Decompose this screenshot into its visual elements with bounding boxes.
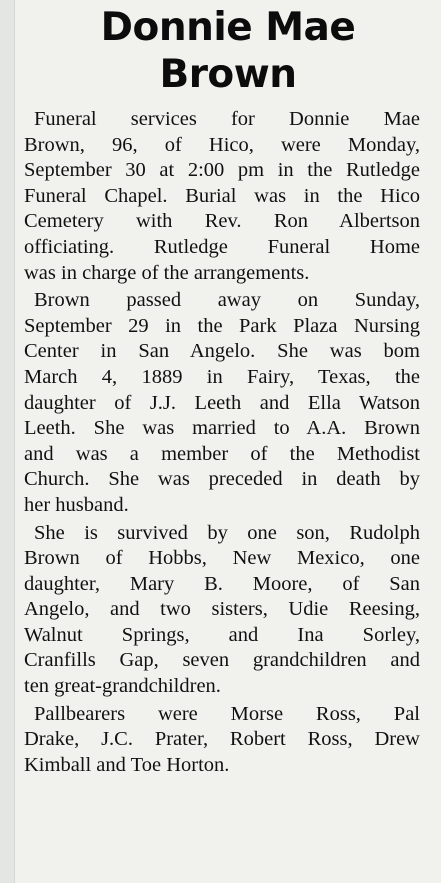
text-line: Church. She was preceded in death by — [24, 468, 420, 491]
text-line: Brown, 96, of Hico, were Monday, — [24, 133, 420, 156]
text-line: September 29 in the Park Plaza Nursing — [24, 314, 420, 337]
obituary-title — [15, 0, 441, 98]
text-line: and was a member of the Methodist — [24, 442, 420, 465]
text-line: Funeral services for Donnie Mae — [34, 108, 420, 130]
text-line: March 4, 1889 in Fairy, Texas, the — [24, 365, 420, 388]
text-line: officiating. Rutledge Funeral Home — [24, 235, 420, 258]
text-line: Brown of Hobbs, New Mexico, one — [24, 547, 420, 570]
text-line: Drake, J.C. Prater, Robert Ross, Drew — [24, 728, 420, 751]
text-line: daughter of J.J. Leeth and Ella Watson — [24, 391, 420, 414]
text-line: September 30 at 2:00 pm in the Rutledge — [24, 159, 420, 182]
text-line: Funeral Chapel. Burial was in the Hico — [24, 184, 420, 207]
text-line: was in charge of the arrangements. — [24, 261, 310, 284]
text-line: Walnut Springs, and Ina Sorley, — [24, 623, 420, 646]
title-line: Brown — [159, 52, 297, 97]
text-line: Cranfills Gap, seven grandchildren and — [24, 649, 420, 672]
text-line: Pallbearers were Morse Ross, Pal — [34, 702, 420, 725]
text-line: Center in San Angelo. She was bom — [24, 340, 420, 363]
text-line: daughter, Mary B. Moore, of San — [24, 572, 420, 595]
title-line: Donnie Mae — [100, 5, 356, 50]
text-line: She is survived by one son, Rudolph — [34, 521, 420, 544]
text-line: Kimball and Toe Horton. — [24, 753, 230, 776]
paragraph-biography — [24, 288, 420, 518]
text-line: ten great-grandchildren. — [24, 675, 221, 698]
text-line: Brown passed away on Sunday, — [34, 289, 420, 312]
text-line: her husband. — [24, 493, 129, 516]
paragraph-pallbearers — [24, 702, 420, 779]
text-line: Angelo, and two sisters, Udie Reesing, — [24, 598, 420, 621]
text-line: Leeth. She was married to A.A. Brown — [24, 417, 420, 440]
paragraph-funeral-services — [24, 107, 420, 286]
paragraph-survivors — [24, 521, 420, 700]
obituary-body — [24, 107, 420, 780]
text-line: Cemetery with Rev. Ron Albertson — [24, 210, 420, 233]
